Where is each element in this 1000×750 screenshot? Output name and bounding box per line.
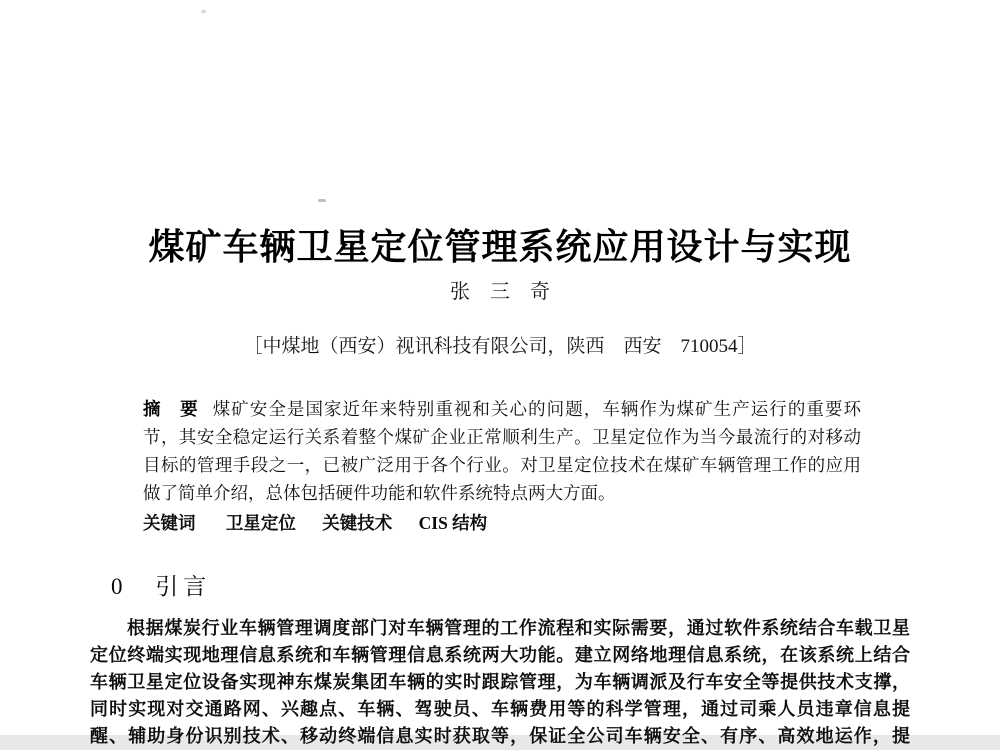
body-text-line: 同时实现对交通路网、兴趣点、车辆、驾驶员、车辆费用等的科学管理，通过司乘人员违章信息提 [90, 699, 910, 719]
section-number: 0 [111, 574, 123, 599]
author-affiliation: ［中煤地（西安）视讯科技有限公司，陕西 西安 710054］ [243, 336, 757, 357]
keyword: CIS 结构 [418, 513, 488, 533]
keyword: 卫星定位 [225, 513, 296, 533]
scan-speck [318, 199, 326, 202]
body-text-line: 车辆卫星定位设备实现神东煤炭集团车辆的实时跟踪管理，为车辆调派及行车安全等提供技术支撑， [90, 672, 910, 692]
abstract-line [143, 395, 861, 423]
section-title: 引言 [155, 574, 212, 599]
section-heading [111, 572, 211, 602]
body-text-line: 根据煤炭行业车辆管理调度部门对车辆管理的工作流程和实际需要，通过软件系统结合车载卫星 [127, 618, 910, 638]
abstract-text: 煤矿安全是国家近年来特别重视和关心的问题，车辆作为煤矿生产运行的重要环 [212, 399, 862, 419]
scan-speck [201, 10, 206, 13]
introduction-paragraph [90, 615, 910, 750]
keyword: 关键技术 [322, 513, 393, 533]
abstract-line: 目标的管理手段之一，已被广泛用于各个行业。对卫星定位技术在煤矿车辆管理工作的应用 [143, 455, 861, 475]
abstract-label: 摘 要 [143, 399, 199, 419]
body-text-line: 定位终端实现地理信息系统和车辆管理信息系统两大功能。建立网络地理信息系统，在该系统上结合 [90, 645, 910, 665]
body-text-line: 醒、辅助身份识别技术、移动终端信息实时获取等，保证全公司车辆安全、有序、高效地运作，提 [90, 726, 910, 746]
keywords-section [143, 510, 861, 536]
author-name: 张 三 奇 [450, 281, 550, 303]
abstract-line: 节，其安全稳定运行关系着整个煤矿企业正常顺利生产。卫星定位作为当今最流行的对移动 [143, 427, 861, 447]
paper-title: 煤矿车辆卫星定位管理系统应用设计与实现 [148, 226, 852, 268]
keywords-label: 关键词 [143, 513, 196, 533]
abstract-line: 做了简单介绍，总体包括硬件功能和软件系统特点两大方面。 [143, 483, 616, 503]
abstract-section [143, 395, 861, 507]
